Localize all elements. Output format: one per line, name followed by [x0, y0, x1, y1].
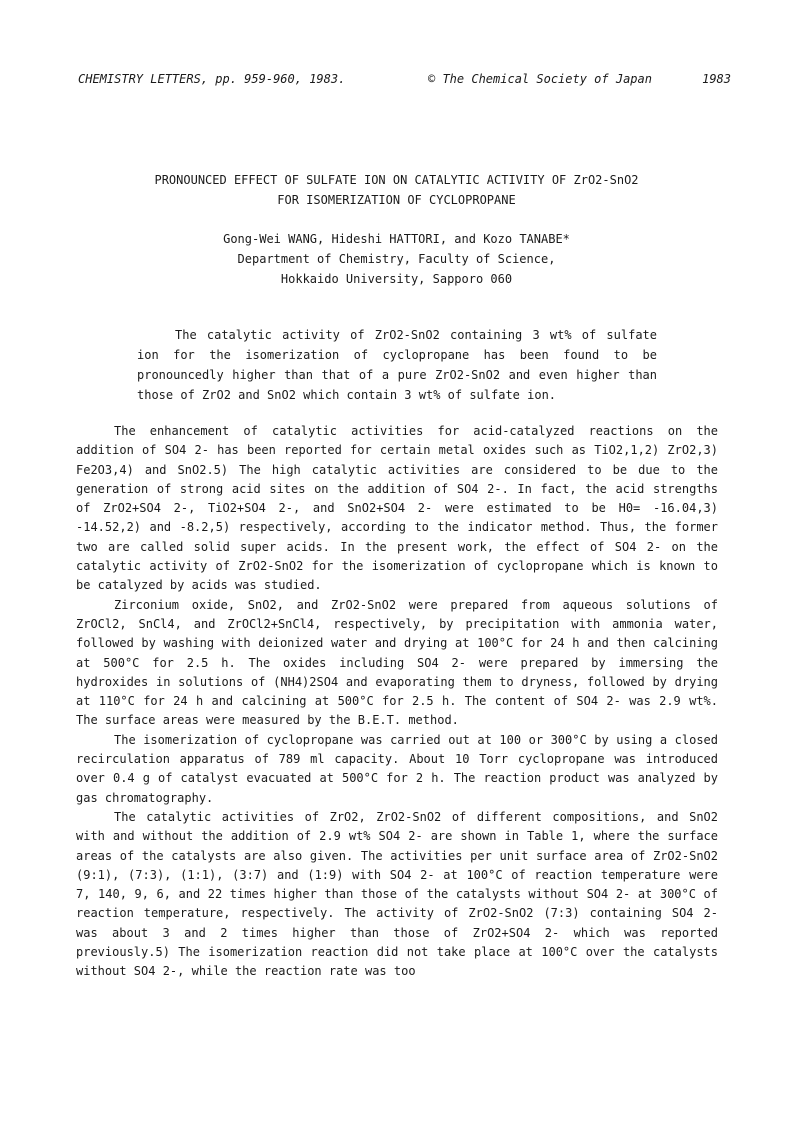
- page-year: 1983: [702, 72, 731, 86]
- abstract-text: The catalytic activity of ZrO2-SnO2 containing 3 wt% of sulfate ion for the isomerization of cyclopropane has been found to be pronouncedly higher than that of a pure ZrO2-SnO2 and even higher than those of ZrO2 and SnO2 which contain 3 wt% of sulfate ion.: [137, 328, 657, 402]
- paragraph-isomerization: The isomerization of cyclopropane was carried out at 100 or 300°C by using a closed recirculation apparatus of 789 ml capacity. About 10 Torr cyclopropane was introduced over 0.4 g of catalyst evacuated at 500°C for 2 h. The reaction product was analyzed by gas chromatography.: [76, 732, 718, 805]
- author-block: [0, 229, 793, 289]
- running-head: [78, 70, 731, 90]
- journal-citation: CHEMISTRY LETTERS, pp. 959-960, 1983.: [78, 72, 346, 86]
- body-text: [76, 422, 718, 982]
- author-names: Gong-Wei WANG, Hideshi HATTORI, and Kozo TANABE*: [223, 232, 570, 246]
- author-department: Department of Chemistry, Faculty of Science,: [237, 252, 556, 266]
- title-line-2: FOR ISOMERIZATION OF CYCLOPROPANE: [277, 193, 516, 207]
- author-university: Hokkaido University, Sapporo 060: [280, 272, 513, 286]
- paragraph-intro: The enhancement of catalytic activities for acid-catalyzed reactions on the addition of SO4 2- has been reported for certain metal oxides such as TiO2,1,2) ZrO2,3) Fe2O3,4) and SnO2.5) The high catalytic activities are considered to be due to the generation of strong acid sites on the addition of SO4 2-. In fact, the acid strengths of ZrO2+SO4 2-, TiO2+SO4 2-, and SnO2+SO4 2- were estimated to be H0= -16.04,3) -14.52,2) and -8.2,5) respectively, according to the indicator method. Thus, the former two are called solid super acids. In the present work, the effect of SO4 2- on the catalytic activity of ZrO2-SnO2 for the isomerization of cyclopropane which is known to be catalyzed by acids was studied.: [76, 424, 718, 593]
- abstract: [137, 325, 657, 405]
- paragraph-results: The catalytic activities of ZrO2, ZrO2-SnO2 of different compositions, and SnO2 with and without the addition of 2.9 wt% SO4 2- are shown in Table 1, where the surface areas of the catalysts are also given. The activities per unit surface area of ZrO2-SnO2 (9:1), (7:3), (1:1), (3:7) and (1:9) with SO4 2- at 100°C of reaction temperature were 7, 140, 9, 6, and 22 times higher than those of the catalysts without SO4 2- at 300°C of reaction temperature, respectively. The activity of ZrO2-SnO2 (7:3) containing SO4 2- was about 3 and 2 times higher than those of ZrO2+SO4 2- which was reported previously.5) The isomerization reaction did not take place at 100°C over the catalysts without SO4 2-, while the reaction rate was too: [76, 809, 718, 979]
- paper-title: [0, 170, 793, 210]
- copyright-notice: © The Chemical Society of Japan: [428, 72, 652, 86]
- title-line-1: PRONOUNCED EFFECT OF SULFATE ION ON CATALYTIC ACTIVITY OF ZrO2-SnO2: [154, 173, 639, 187]
- paragraph-preparation: Zirconium oxide, SnO2, and ZrO2-SnO2 were prepared from aqueous solutions of ZrOCl2, SnCl4, and ZrOCl2+SnCl4, respectively, by precipitation with ammonia water, followed by washing with deionized water and drying at 100°C for 24 h and then calcining at 500°C for 2.5 h. The oxides including SO4 2- were prepared by immersing the hydroxides in solutions of (NH4)2SO4 and evaporating them to dryness, followed by drying at 110°C for 24 h and calcining at 500°C for 2.5 h. The content of SO4 2- was 2.9 wt%. The surface areas were measured by the B.E.T. method.: [76, 597, 718, 728]
